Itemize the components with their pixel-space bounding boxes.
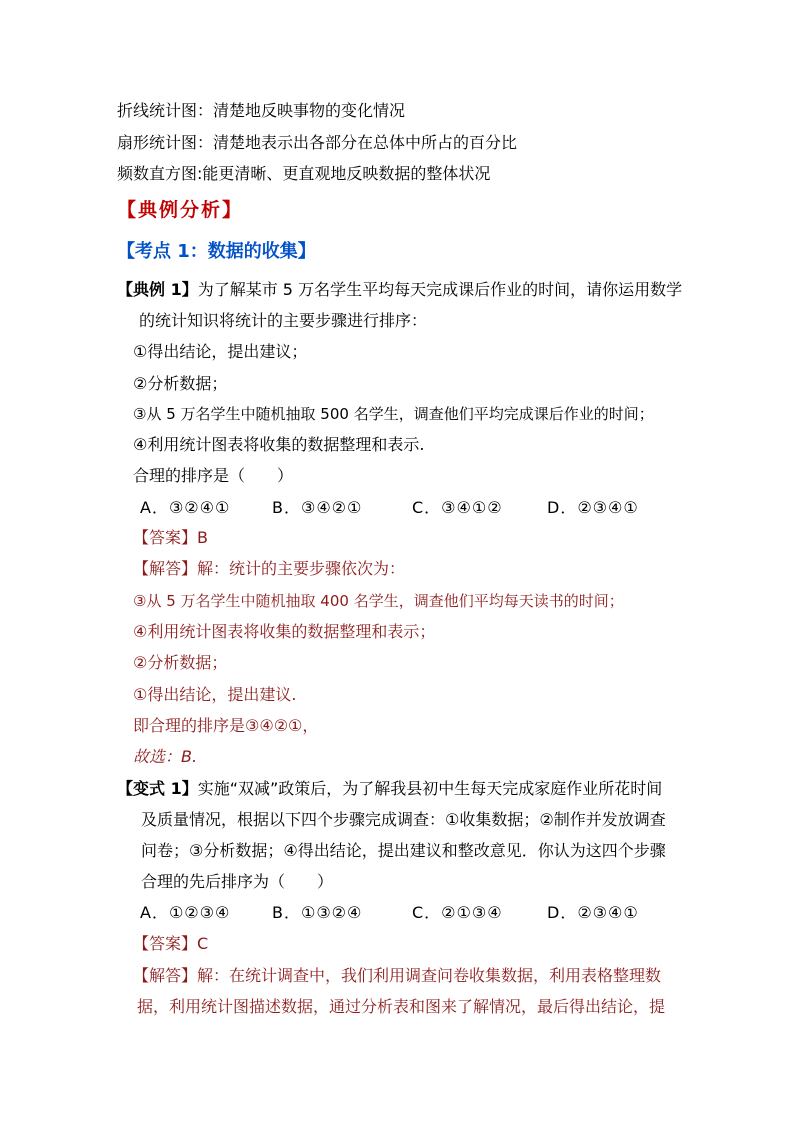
kaodian-heading: 【考点 1：数据的收集】	[117, 241, 316, 262]
variant1-stem-line2: 及质量情况，根据以下四个步骤完成调查：①收集数据；②制作并发放调查	[141, 810, 666, 829]
example1-sol-step4: ①得出结论，提出建议.	[133, 685, 297, 704]
example1-solution-line	[133, 559, 405, 579]
example1-option-d: D．②③④①	[547, 498, 639, 517]
variant1-answer-value: C	[197, 934, 209, 953]
example1-sol-order: 即合理的排序是③④②①，	[133, 716, 319, 735]
example1-question: 合理的排序是（ ）	[133, 466, 294, 485]
variant1-answer-tag: 【答案】	[133, 934, 198, 953]
variant1-solution-line1	[133, 966, 661, 986]
example1-stem-text: 为了解某市 5 万名学生平均每天完成课后作业的时间，请你运用数学	[197, 280, 683, 299]
example1-answer-line	[133, 528, 208, 548]
example1-stem-line2: 的统计知识将统计的主要步骤进行排序：	[139, 311, 428, 330]
example1-step1: ①得出结论，提出建议；	[133, 342, 308, 361]
example1-option-a: A．③②④①	[140, 498, 231, 517]
variant1-option-a: A．①②③④	[140, 903, 231, 922]
variant1-answer-line	[133, 934, 208, 954]
example1-solution-tag: 【解答】	[133, 559, 198, 578]
variant1-stem-line4: 合理的先后排序为（ ）	[141, 872, 334, 891]
example1-sol-step1: ③从 5 万名学生中随机抽取 400 名学生，调查他们平均每天读书的时间；	[133, 592, 624, 610]
section-title: 【典例分析】	[117, 199, 244, 221]
variant1-sol-line2: 据，利用统计图描述数据，通过分析表和图来了解情况，最后得出结论，提	[137, 997, 666, 1016]
intro-line-shanxing: 扇形统计图：清楚地表示出各部分在总体中所占的百分比	[117, 133, 518, 152]
variant1-option-d: D．②③④①	[547, 903, 639, 922]
example1-tag: 【典例 1】	[117, 280, 198, 299]
example1-sol-step3: ②分析数据；	[133, 653, 228, 672]
variant1-stem-line1	[117, 779, 662, 799]
example1-step2: ②分析数据；	[133, 374, 228, 393]
variant1-stem-text: 实施“双减”政策后，为了解我县初中生每天完成家庭作业所花时间	[197, 779, 663, 798]
example1-sol-step2: ④利用统计图表将收集的数据整理和表示；	[133, 622, 436, 641]
intro-line-pinshu: 频数直方图:能更清晰、更直观地反映数据的整体状况	[117, 164, 491, 183]
example1-answer-tag: 【答案】	[133, 528, 198, 547]
variant1-option-b: B．①③②④	[272, 903, 363, 922]
example1-option-c: C．③④①②	[412, 498, 503, 517]
variant1-option-c: C．②①③④	[412, 903, 503, 922]
variant1-tag: 【变式 1】	[117, 779, 198, 798]
variant1-sol-line1: 解：在统计调查中，我们利用调查问卷收集数据，利用表格整理数	[197, 966, 662, 985]
example1-step3: ③从 5 万名学生中随机抽取 500 名学生，调查他们平均完成课后作业的时间；	[133, 405, 654, 423]
example1-sol-choose: 故选：B.	[133, 747, 198, 766]
example1-option-b: B．③④②①	[272, 498, 363, 517]
example1-stem-line1	[117, 280, 682, 300]
example1-solution-intro: 解：统计的主要步骤依次为：	[197, 559, 406, 578]
intro-line-zhexian: 折线统计图：清楚地反映事物的变化情况	[117, 101, 406, 120]
example1-step4: ④利用统计图表将收集的数据整理和表示.	[133, 435, 425, 454]
example1-answer-value: B	[197, 528, 208, 547]
variant1-solution-tag: 【解答】	[133, 966, 198, 985]
variant1-stem-line3: 问卷；③分析数据；④得出结论，提出建议和整改意见．你认为这四个步骤	[141, 841, 666, 860]
